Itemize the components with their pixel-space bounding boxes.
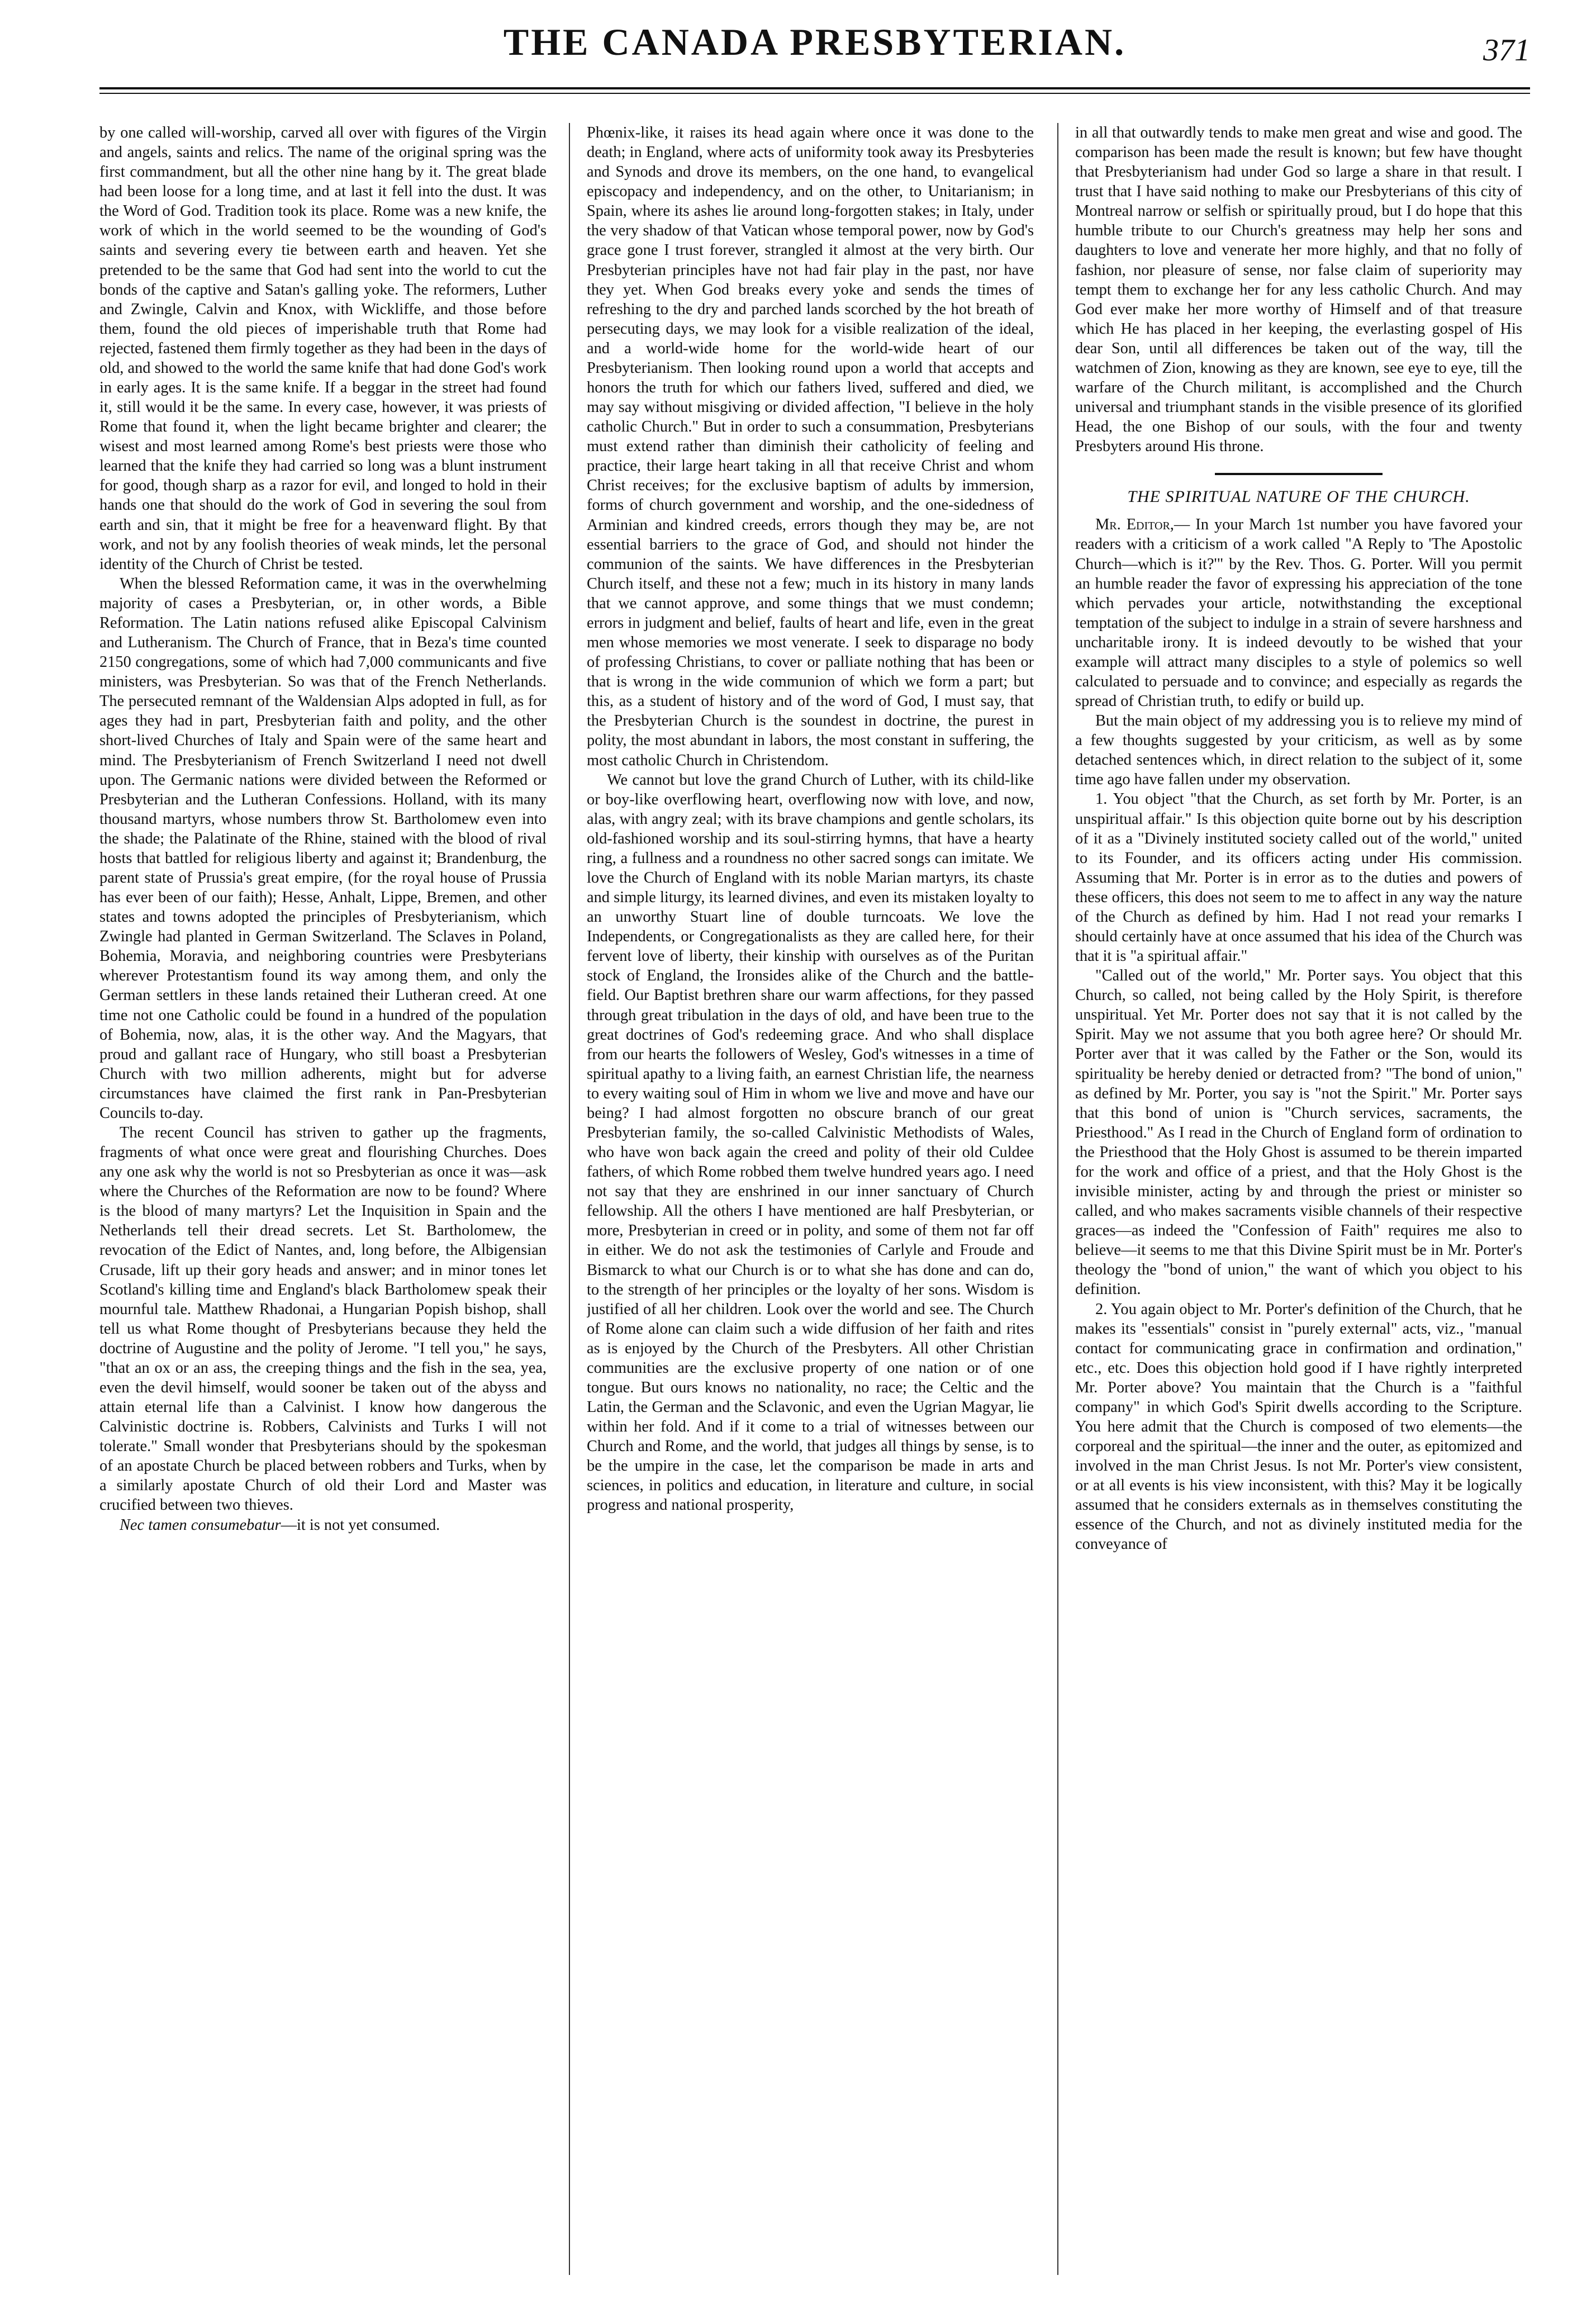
paragraph: by one called will-worship, carved all over with figures of the Virgin and angels, saints and relics. The name of the original spring was the first commandment, but all the other nine hang by it. The great blade had been loose for a long time, and at last it fell into the dust. It was the Word of God. Tradition took its place. Rome was a new knife, the work of which in the world seemed to be the wounding of God's saints and severing every tie between earth and heaven. Yet she pretended to be the same that God had sent into the world to cut the bonds of the captive and Satan's galling yoke. The reformers, Luther and Zwingle, Calvin and Knox, with Wickliffe, and those before them, found the old pieces of imperishable truth that Rome had rejected, fastened them firmly together as they had been in the days of old, and showed to the world the same knife that had done God's work in early ages. It is the same knife. If a beggar in the street had found it, still would it be the same. In every case, however, it was priests of Rome that found it, when the light became brighter and clearer; the wisest and most learned among Rome's best priests were those who learned that the knife they had carried so long was a blunt instrument for good, though sharp as a razor for evil, and longed to hold in their hands one that should do the work of God in severing the soul from earth and sin, that it might be free for a heavenward flight. By that work, and not by any foolish theories of weak minds, let the personal identity of the Church of Christ be tested.: [99, 124, 547, 573]
paragraph-text: — In your March 1st number you have favored your readers with a criticism of a work called "A Reply to 'The Apostolic Church—which is it?'" by the Rev. Thos. G. Porter. Will you permit an humble reader the favor of expressing his appreciation of the tone which pervades your article, notwithstanding the exceptional temptation of the subject to indulge in a strain of severe harshness and uncharitable irony. It is indeed devoutly to be wished that your example will attract many disciples to a style of polemics so well calculated to persuade and to convince; and especially as regards the spread of Christian truth, to edify or build up.: [1075, 516, 1522, 710]
masthead-title: THE CANADA PRESBYTERIAN.: [503, 21, 1127, 63]
column-divider: [1057, 123, 1058, 2275]
paragraph: We cannot but love the grand Church of Luther, with its child-like or boy-like overflowing heart, overflowing now with love, and now, alas, with angry zeal; with its brave champions and gentle scholars, its old-fashioned worship and its soul-stirring hymns, that have a hearty ring, a fullness and a roundness no other sacred songs can imitate. We love the Church of England with its noble Marian martyrs, its chaste and simple liturgy, its learned divines, and even its mistaken loyalty to an unworthy Stuart line of double turncoats. We love the Independents, or Congregationalists as they are called here, for their fervent love of liberty, their kinship with ourselves as of the Puritan stock of England, the Ironsides alike of the Church and the battle-field. Our Baptist brethren share our warm affections, for they passed through great tribulation in the days of old, and have been true to the great doctrines of God's redeeming grace. And who shall displace from our hearts the followers of Wesley, God's witnesses in a time of spiritual apathy to a living faith, an earnest Christian life, the nearness to every waiting soul of Him in whom we live and move and have our being? I had almost forgotten no obscure branch of our great Presbyterian family, the so-called Calvinistic Methodists of Wales, who have won back again the creed and polity of their old Culdee fathers, of which Rome robbed them twelve hundred years ago. I need not say that they are enshrined in our inner sanctuary of Church fellowship. All the others I have mentioned are half Presbyterian, or more, Presbyterian in creed or in polity, and some of them not far off in either. We do not ask the testimonies of Carlyle and Froude and Bismarck to what our Church is or to what she has done and can do, to the strength of her principles or the loyalty of her sons. Wisdom is justified of all her children. Look over the world and see. The Church of Rome alone can claim such a wide diffusion of her faith and rites as is enjoyed by the Church of the Presbyters. All other Christian communities are the exclusive property of one nation or of one tongue. But ours knows no nationality, no race; the Celtic and the Latin, the German and the Sclavonic, and even the Ugrian Magyar, lie within her fold. And if it come to a trial of witnesses between our Church and Rome, and the world, that judges all things by sense, is to be the umpire in the case, let the comparison be made in arts and sciences, in politics and education, in literature and culture, in social progress and national prosperity,: [587, 771, 1034, 1514]
text-column-3: [1075, 123, 1522, 2269]
latin-phrase: Nec tamen consumebatur: [120, 1516, 281, 1534]
paragraph: 2. You again object to Mr. Porter's definition of the Church, that he makes its "essentials" consist in "purely external" acts, viz., "manual contact for communicating grace in confirmation and ordination," etc., etc. Does this objection hold good if I have rightly interpreted Mr. Porter above? You maintain that the Church is a "faithful company" in which God's Spirit dwells according to the Scripture. You here admit that the Church is composed of two elements—the corporeal and the spiritual—the inner and the outer, as epitomized and involved in the man Christ Jesus. Is not Mr. Porter's view consistent, or at all events is his view inconsistent, with this? May it be logically assumed that he considers externals as in themselves constituting the essence of the Church, and not as divinely instituted media for the conveyance of: [1075, 1300, 1522, 1553]
paragraph: When the blessed Reformation came, it was in the overwhelming majority of cases a Presbyterian, or, in other words, a Bible Reformation. The Latin nations refused alike Episcopal Calvinism and Lutheranism. The Church of France, that in Beza's time counted 2150 congregations, some of which had 7,000 communicants and five ministers, was Presbyterian. So was that of the French Netherlands. The persecuted remnant of the Waldensian Alps adopted in full, as for ages they had in part, Presbyterian faith and polity, and the other short-lived Churches of Italy and Spain were of the same heart and mind. The Presbyterianism of French Switzerland I need not dwell upon. The Germanic nations were divided between the Reformed or Presbyterian and the Lutheran Confessions. Holland, with its many thousand martyrs, whose numbers throw St. Bartholomew even into the shade; the Palatinate of the Rhine, stained with the blood of rival hosts that battled for religious liberty and against it; Brandenburg, the parent state of Prussia's great empire, (for the royal house of Prussia has ever been of our faith); Hesse, Anhalt, Lippe, Bremen, and other states and towns adopted the principles of Presbyterianism, which Zwingle had planted in German Switzerland. The Sclaves in Poland, Bohemia, Moravia, and neighboring countries were Presbyterians wherever Protestantism found its way among them, and only the German settlers in these lands retained their Lutheran creed. At one time not one Catholic could be found in a hundred of the population of Bohemia, now, alas, it is the other way. And the Magyars, that proud and gallant race of Hungary, who still boast a Presbyterian Church with two million adherents, might but for adverse circumstances have claimed the first rank in Pan-Presbyterian Councils to-day.: [99, 575, 547, 1122]
paragraph: But the main object of my addressing you is to relieve my mind of a few thoughts suggested by your criticism, as well as by some detached sentences which, in direct relation to the subject of it, some time ago have fallen under my observation.: [1075, 712, 1522, 789]
page-number: 371: [1483, 33, 1530, 68]
section-separator: [1215, 473, 1383, 475]
section-title: THE SPIRITUAL NATURE OF THE CHURCH.: [1127, 487, 1470, 506]
paragraph: "Called out of the world," Mr. Porter says. You object that this Church, so called, not being called by the Holy Spirit, is therefore unspiritual. Yet Mr. Porter does not say that it is not called by the Spirit. May we not assume that you both agree here? Or should Mr. Porter aver that it was called by the Father or the Son, would its spirituality be hereby denied or detracted from? "The bond of union," as defined by Mr. Porter, you say is "not the Spirit." Mr. Porter says that this bond of union is "Church services, sacraments, the Priesthood." As I read in the Church of England form of ordination to the Priesthood that the Holy Ghost is assumed to be therein imparted for the work and office of a priest, and that the Holy Ghost is the invisible minister, acting by and through the priest or minister so called, and who makes sacraments visible channels of their respective graces—as indeed the "Confession of Faith" requires me also to believe—it seems to me that this Divine Spirit must be in Mr. Porter's theology the "bond of union," the want of which you object to his definition.: [1075, 967, 1522, 1298]
paragraph: in all that outwardly tends to make men great and wise and good. The comparison has been made the result is known; but few have thought that Presbyterianism had under God so large a share in that result. I trust that I have said nothing to make our Presbyterians of this city of Montreal narrow or selfish or spiritually proud, but I do hope that this humble tribute to our Church's greatness may help her sons and daughters to love and venerate her more highly, and that no folly of fashion, nor pleasure of sense, nor false claim of superiority may tempt them to exchange her for any less catholic Church. And may God ever make her more worthy of Himself and of that treasure which He has placed in her keeping, the everlasting gospel of His dear Son, until all differences be taken out of the way, till the watchmen of Zion, knowing as they are known, see eye to eye, till the warfare of the Church militant, is accomplished and the Church universal and triumphant stands in the visible presence of its glorified Head, the one Bishop of our souls, with the four and twenty Presbyters around His throne.: [1075, 124, 1522, 456]
page-header: [99, 21, 1530, 105]
salutation: Mr. Editor,: [1095, 516, 1174, 534]
paragraph: Phœnix-like, it raises its head again where once it was done to the death; in England, where acts of uniformity took away its Presbyteries and Synods and drove its members, on the one hand, to evangelical episcopacy and independency, and on the other, to Unitarianism; in Spain, where its ashes lie around long-forgotten stakes; in Italy, under the very shadow of that Vatican whose temporal power, now by God's grace gone I trust forever, strangled it almost at the very birth. Our Presbyterian principles have not had fair play in the past, nor have they yet. When God breaks every yoke and sends the times of refreshing to the dry and parched lands scorched by the hot breath of persecuting days, we may look for a visible realization of the ideal, and a world-wide home for the world-wide heart of our Presbyterianism. Then looking round upon a world that accepts and honors the truth for which our fathers lived, suffered and died, we may say without misgiving or divided affection, "I believe in the holy catholic Church." But in order to such a consummation, Presbyterians must extend rather than diminish their catholicity of feeling and practice, their large heart taking in all that receive Christ and whom Christ receives; for the exclusive baptism of adults by immersion, forms of church government and worship, and the one-sidedness of Arminian and kindred creeds, errors though they may be, are not essential barriers to the grace of God, and should not hinder the communion of the saints. We have differences in the Presbyterian Church itself, and these not a few; much in its history in many lands that we cannot approve, and some things that we must condemn; errors in judgment and belief, faults of heart and life, even in the great men whose memories we most venerate. I seek to disparage no body of professing Christians, to cover or palliate nothing that has been or that is wrong in the wide communion of which we form a part; but this, as a student of history and of the word of God, I must say, that the Presbyterian Church is the soundest in doctrine, the purest in polity, the most abundant in labors, the most constant in suffering, the most catholic Church in Christendom.: [587, 124, 1034, 769]
paragraph: [1075, 515, 1522, 711]
paragraph: The recent Council has striven to gather up the fragments, fragments of what once were great and flourishing Churches. Does any one ask why the world is not so Presbyterian as once it was—ask where the Churches of the Reformation are now to be found? Where is the blood of many martyrs? Let the Inquisition in Spain and the Netherlands tell their dread secrets. Let St. Bartholomew, the revocation of the Edict of Nantes, and, long before, the Albigensian Crusade, lift up their gory heads and answer; and in minor tones let Scotland's killing time and England's black Bartholomew speak their mournful tale. Matthew Rhadonai, a Hungarian Popish bishop, shall tell us what Rome thought of Presbyterians because they held the doctrine of Augustine and the polity of Jerome. "I tell you," he says, "that an ox or an ass, the creeping things and the fish in the sea, yea, even the devil himself, would sooner be taken out of the abyss and attain eternal life than a Calvinist. I know how dangerous the Calvinistic doctrine is. Robbers, Calvinists and Turks I will not tolerate." Small wonder that Presbyterians should by the spokesman of an apostate Church be placed between robbers and Turks, when by a similarly apostate Church of old their Lord and Master was crucified between two thieves.: [99, 1124, 547, 1514]
paragraph: [99, 1515, 547, 1535]
column-divider: [569, 123, 570, 2275]
text-column-2: [587, 123, 1034, 2269]
text-column-1: [99, 123, 547, 2269]
paragraph-text: —it is not yet consumed.: [281, 1516, 440, 1534]
header-rule-thick: [99, 87, 1530, 89]
paragraph: 1. You object "that the Church, as set forth by Mr. Porter, is an unspiritual affair." Is this objection quite borne out by his description of it as a "Divinely instituted society called out of the world," united to its Founder, and its officers acting under His commission. Assuming that Mr. Porter is in error as to the duties and powers of these officers, this does not seem to me to affect in any way the nature of the Church as defined by him. Had I not read your remarks I should certainly have at once assumed that his idea of the Church was that it is "a spiritual affair.": [1075, 790, 1522, 965]
header-rule-thin: [99, 93, 1530, 94]
